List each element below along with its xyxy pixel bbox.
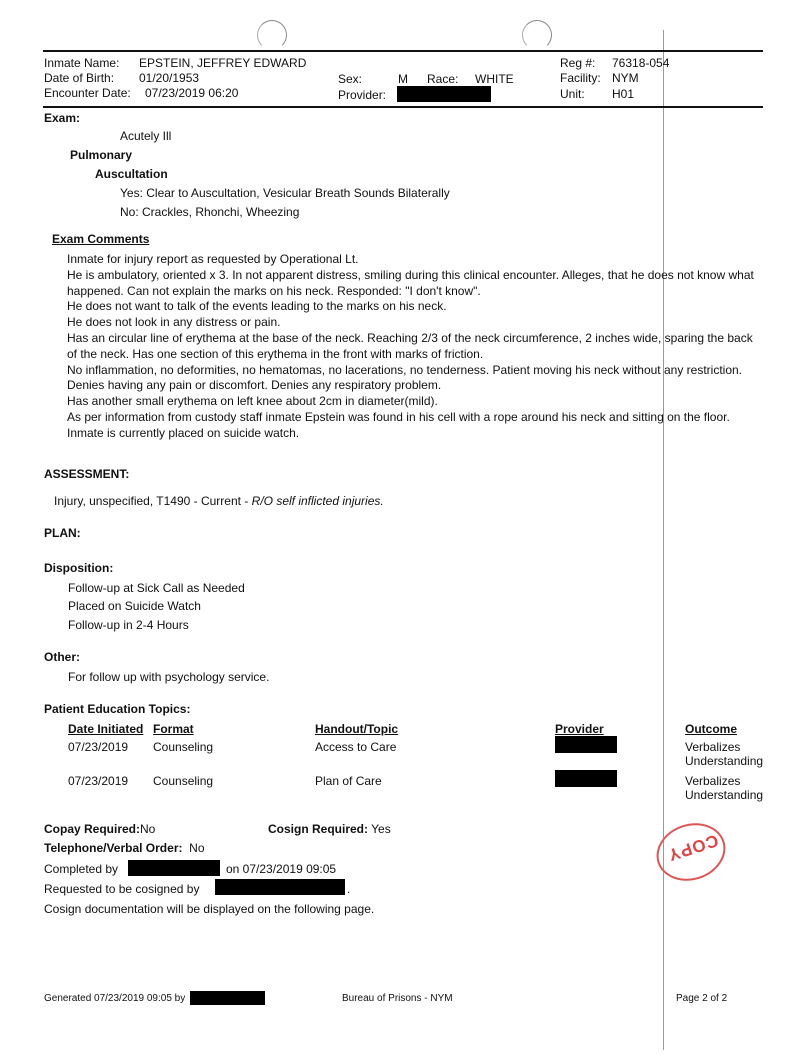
inmate-name: EPSTEIN, JEFFREY EDWARD — [139, 56, 307, 70]
generated-label: Generated 07/23/2019 09:05 by — [44, 993, 186, 1004]
header-bottom-rule — [43, 106, 763, 108]
race-value: WHITE — [475, 72, 514, 86]
verbal-label: Telephone/Verbal Order: — [44, 841, 183, 855]
exam-comment-line: Has another small erythema on left knee about 2cm in diameter(mild). — [67, 394, 438, 409]
assessment-text — [54, 494, 384, 508]
exam-comment-line: As per information from custody staff inmate Epstein was found in his cell with a rope around his neck and sitting on the floor. — [67, 409, 730, 424]
exam-comments-body — [67, 252, 757, 442]
redaction-requested-by — [215, 879, 345, 895]
exam-system: Pulmonary — [70, 148, 133, 162]
unit-label: Unit: — [560, 87, 585, 101]
exam-subsystem: Auscultation — [95, 167, 168, 181]
exam-comment-line: Inmate is currently placed on suicide watch. — [67, 425, 300, 440]
encounter-label: Encounter Date: — [44, 86, 131, 100]
copay-row — [44, 822, 155, 836]
dob-value: 01/20/1953 — [139, 71, 200, 85]
sex-value: M — [398, 72, 408, 86]
redaction-edu-provider — [555, 770, 617, 787]
edu-header-outcome: Outcome — [685, 722, 738, 736]
verbal-value: No — [189, 841, 205, 855]
cosign-label: Cosign Required: — [268, 822, 369, 836]
exam-comment-line: No inflammation, no deformities, no hematomas, no lacerations, no tenderness. Patient moving his neck without any restriction. Denies having any pain or discomfort. Denies any respiratory problem. — [67, 362, 743, 393]
bureau-label: Bureau of Prisons - NYM — [342, 993, 453, 1004]
plan-title: PLAN: — [44, 526, 81, 540]
exam-general: Acutely Ill — [120, 129, 172, 143]
disposition-item: Follow-up in 2-4 Hours — [68, 618, 189, 632]
copy-stamp — [649, 815, 733, 890]
edu-format: Counseling — [153, 774, 214, 788]
exam-comment-line: Inmate for injury report as requested by Operational Lt. — [67, 252, 359, 266]
edu-outcome: Verbalizes — [685, 774, 741, 788]
exam-comment-line: He does not look in any distress or pain. — [67, 315, 281, 330]
unit-value: H01 — [612, 87, 635, 101]
copay-value: No — [140, 822, 156, 836]
reg-label: Reg #: — [560, 56, 596, 70]
edu-format: Counseling — [153, 740, 214, 754]
exam-yes: Yes: Clear to Auscultation, Vesicular Breath Sounds Bilaterally — [120, 186, 450, 200]
header-top-rule — [43, 50, 763, 52]
exam-comment-line: He is ambulatory, oriented x 3. In not apparent distress, smiling during this clinical encounter. Alleges, that he does not know what happened. Can not explain the marks on his neck. Responded: "I don't know". — [67, 267, 754, 298]
edu-date: 07/23/2019 — [68, 774, 129, 788]
facility-label: Facility: — [560, 71, 601, 85]
edu-outcome: Verbalizes — [685, 740, 741, 754]
exam-no: No: Crackles, Rhonchi, Wheezing — [120, 205, 300, 219]
edu-header-provider: Provider — [555, 722, 604, 736]
redaction-completed-by — [128, 860, 220, 876]
assessment-title: ASSESSMENT: — [44, 467, 130, 481]
requested-period: . — [347, 882, 351, 896]
completed-by-label: Completed by — [44, 862, 119, 876]
provider-label: Provider: — [338, 88, 387, 102]
redaction-provider — [397, 86, 491, 102]
edu-header-handout: Handout/Topic — [315, 722, 399, 736]
exam-comments-title: Exam Comments — [52, 232, 150, 246]
edu-handout: Access to Care — [315, 740, 397, 754]
cosign-value: Yes — [371, 822, 391, 836]
exam-comment-line: He does not want to talk of the events leading to the marks on his neck. — [67, 299, 447, 314]
exam-title: Exam: — [44, 111, 81, 125]
disposition-item: Follow-up at Sick Call as Needed — [68, 581, 245, 595]
copay-label: Copay Required: — [44, 822, 141, 836]
edu-outcome: Understanding — [685, 788, 764, 802]
punch-hole-left — [257, 20, 287, 50]
edu-date: 07/23/2019 — [68, 740, 129, 754]
requested-label: Requested to be cosigned by — [44, 882, 200, 896]
copy-stamp-text: COPY — [665, 830, 721, 865]
assessment-diagnosis: Injury, unspecified, T1490 - Current - — [54, 494, 252, 508]
reg-value: 76318-054 — [612, 56, 670, 70]
facility-value: NYM — [612, 71, 639, 85]
redaction-generated-by — [190, 991, 265, 1005]
exam-comment-line: Has an circular line of erythema at the base of the neck. Reaching 2/3 of the neck circumference, 2 inches wide, sparing the back of the neck. Has one section of this erythema in the front with marks of friction. — [67, 330, 753, 361]
disposition-title: Disposition: — [44, 561, 114, 575]
edu-outcome: Understanding — [685, 754, 764, 768]
verbal-row — [44, 841, 205, 855]
redaction-edu-provider — [555, 736, 617, 753]
page-number: Page 2 of 2 — [676, 993, 728, 1004]
edu-header-date: Date Initiated — [68, 722, 144, 736]
scan-fold-line — [663, 30, 664, 1050]
cosign-row — [268, 822, 391, 836]
cosign-note: Cosign documentation will be displayed on the following page. — [44, 902, 375, 916]
disposition-item: Placed on Suicide Watch — [68, 599, 201, 613]
encounter-value: 07/23/2019 06:20 — [145, 86, 239, 100]
race-label: Race: — [427, 72, 459, 86]
sex-label: Sex: — [338, 72, 363, 86]
completed-on: on 07/23/2019 09:05 — [226, 862, 337, 876]
inmate-name-label: Inmate Name: — [44, 56, 120, 70]
assessment-note: R/O self inflicted injuries. — [251, 494, 384, 508]
punch-hole-right — [522, 20, 552, 50]
other-title: Other: — [44, 650, 80, 664]
edu-header-format: Format — [153, 722, 194, 736]
other-text: For follow up with psychology service. — [68, 670, 270, 684]
education-title: Patient Education Topics: — [44, 702, 191, 716]
edu-handout: Plan of Care — [315, 774, 382, 788]
dob-label: Date of Birth: — [44, 71, 115, 85]
